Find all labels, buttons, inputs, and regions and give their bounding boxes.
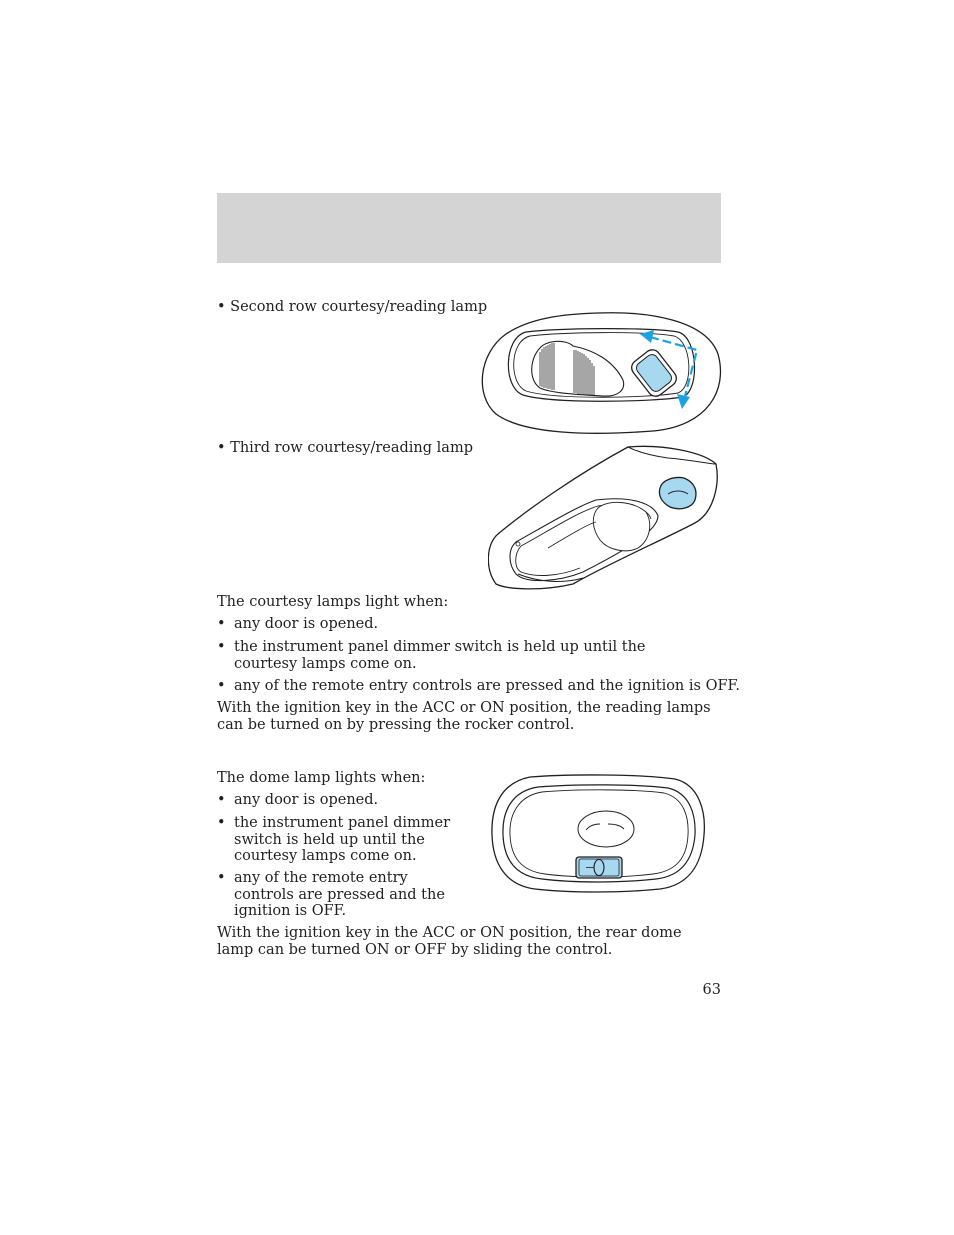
bullet-icon: • — [217, 678, 226, 694]
bullet-icon: • — [217, 815, 226, 831]
bullet-icon: • — [217, 792, 226, 808]
slide-switch-icon[interactable] — [576, 857, 622, 878]
courtesy-item-3: any of the remote entry controls are pressed and the ignition is OFF. — [234, 678, 740, 694]
dome-note: With the ignition key in the ACC or ON position, the rear dome lamp can be turned ON or OFF by sliding the control. — [217, 925, 682, 958]
courtesy-item-2: the instrument panel dimmer switch is held up until the courtesy lamps come on. — [234, 639, 646, 672]
third-row-lamp-label: • Third row courtesy/reading lamp — [217, 440, 473, 456]
dome-item-3: any of the remote entry controls are pressed and the ignition is OFF. — [234, 870, 445, 919]
bullet-icon: • — [217, 870, 226, 886]
second-row-lamp-illustration — [478, 310, 723, 435]
rocker-switch-icon[interactable] — [659, 477, 696, 508]
courtesy-note: With the ignition key in the ACC or ON position, the reading lamps can be turned on by pressing the rocker control. — [217, 700, 711, 733]
second-row-lamp-label: • Second row courtesy/reading lamp — [217, 299, 488, 315]
third-row-lamp-illustration — [488, 444, 720, 592]
dome-intro: The dome lamp lights when: — [217, 770, 426, 786]
page-number: 63 — [702, 982, 721, 998]
dome-item-2: the instrument panel dimmer switch is held up until the courtesy lamps come on. — [234, 815, 450, 864]
bullet-icon: • — [217, 616, 226, 632]
bullet-icon: • — [217, 639, 226, 655]
courtesy-item-1: any door is opened. — [234, 616, 379, 632]
courtesy-intro: The courtesy lamps light when: — [217, 594, 449, 610]
dome-item-1: any door is opened. — [234, 792, 379, 808]
dome-lamp-illustration — [490, 773, 708, 893]
header-band — [217, 193, 721, 263]
